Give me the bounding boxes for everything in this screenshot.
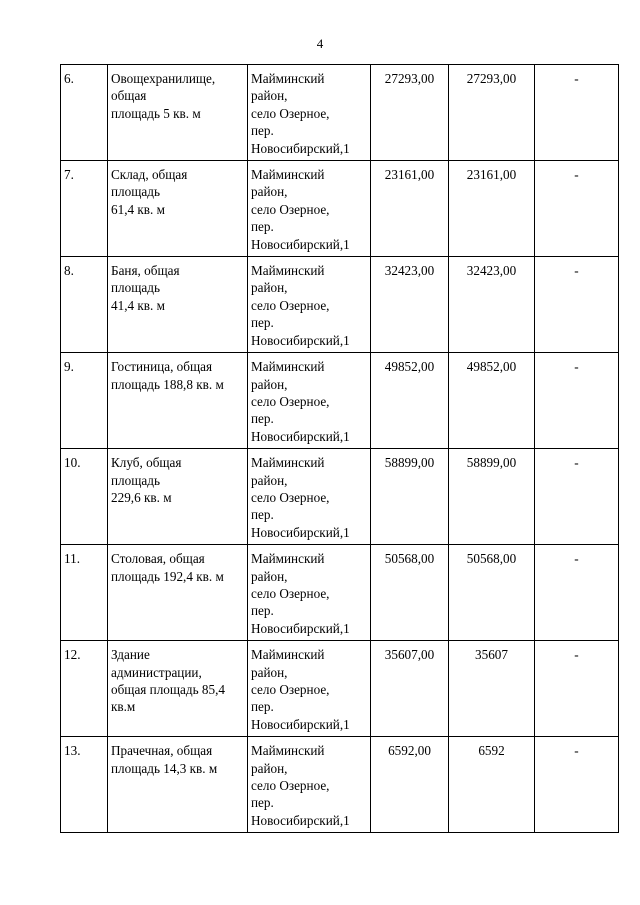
object-name-line: 61,4 кв. м: [111, 201, 165, 217]
object-name-line: общая площадь 85,4: [111, 682, 226, 697]
value3-cell: -: [535, 737, 619, 833]
object-name-line: площадь: [111, 472, 160, 488]
location-line: район,: [251, 472, 288, 488]
location-line: село Озерное,: [251, 778, 330, 794]
object-name-line: общая: [111, 88, 147, 104]
value1-cell: 49852,00: [371, 353, 449, 449]
location-line: Майминский: [251, 647, 325, 663]
location-line: Майминский: [251, 455, 325, 471]
object-name-cell: [108, 353, 248, 449]
value2-cell: 27293,00: [449, 65, 535, 161]
location-line: Новосибирский,1: [251, 524, 350, 540]
value2-cell: 49852,00: [449, 353, 535, 449]
table-row: [61, 257, 619, 353]
property-table-body: [61, 65, 619, 833]
table-row: [61, 545, 619, 641]
location-line: пер.: [251, 795, 274, 811]
location-cell: [248, 65, 371, 161]
location-line: район,: [251, 184, 288, 200]
object-name-cell: [108, 737, 248, 833]
property-table: [60, 64, 619, 833]
object-name-line: 229,6 кв. м: [111, 489, 172, 505]
location-line: село Озерное,: [251, 105, 330, 121]
location-line: пер.: [251, 603, 274, 619]
location-line: село Озерное,: [251, 585, 330, 601]
value2-cell: 6592: [449, 737, 535, 833]
value1-cell: 32423,00: [371, 257, 449, 353]
object-name-line: Овощехранилище,: [111, 71, 216, 86]
location-line: район,: [251, 664, 288, 680]
object-name-line: Прачечная, общая: [111, 743, 213, 759]
object-name-line: кв.м: [111, 699, 136, 715]
location-line: Новосибирский,1: [251, 716, 350, 732]
location-line: Новосибирский,1: [251, 620, 350, 636]
location-line: район,: [251, 376, 288, 392]
location-cell: [248, 449, 371, 545]
value3-cell: -: [535, 641, 619, 737]
location-line: Новосибирский,1: [251, 812, 350, 828]
location-line: район,: [251, 88, 288, 104]
table-row: [61, 65, 619, 161]
location-line: Майминский: [251, 359, 325, 375]
table-row: [61, 641, 619, 737]
table-row: [61, 737, 619, 833]
value3-cell: -: [535, 545, 619, 641]
location-line: Новосибирский,1: [251, 140, 350, 156]
object-name-line: Столовая, общая: [111, 551, 205, 567]
location-line: Майминский: [251, 167, 325, 183]
value2-cell: 50568,00: [449, 545, 535, 641]
value2-cell: 23161,00: [449, 161, 535, 257]
location-line: район,: [251, 760, 288, 776]
object-name-line: площадь 188,8 кв. м: [111, 376, 224, 392]
location-line: пер.: [251, 699, 274, 715]
location-line: Новосибирский,1: [251, 428, 350, 444]
location-cell: [248, 161, 371, 257]
page-number: 4: [316, 36, 324, 51]
location-line: Майминский: [251, 263, 325, 279]
object-name-line: Здание: [111, 647, 150, 663]
object-name-line: Гостиница, общая: [111, 359, 213, 375]
object-name-cell: [108, 449, 248, 545]
location-line: пер.: [251, 411, 274, 427]
value3-cell: -: [535, 353, 619, 449]
object-name-cell: [108, 641, 248, 737]
row-number-cell: 12.: [61, 641, 108, 737]
object-name-line: площадь 14,3 кв. м: [111, 760, 218, 776]
location-cell: [248, 545, 371, 641]
object-name-cell: [108, 161, 248, 257]
location-cell: [248, 353, 371, 449]
value2-cell: 32423,00: [449, 257, 535, 353]
object-name-line: площадь: [111, 280, 160, 296]
value3-cell: -: [535, 257, 619, 353]
location-line: пер.: [251, 123, 274, 139]
object-name-line: Склад, общая: [111, 167, 188, 183]
value3-cell: -: [535, 65, 619, 161]
location-cell: [248, 257, 371, 353]
object-name-cell: [108, 65, 248, 161]
location-line: район,: [251, 568, 288, 584]
value1-cell: 35607,00: [371, 641, 449, 737]
location-line: Майминский: [251, 71, 325, 86]
row-number-cell: 9.: [61, 353, 108, 449]
location-line: село Озерное,: [251, 489, 330, 505]
row-number-cell: 10.: [61, 449, 108, 545]
object-name-line: площадь 192,4 кв. м: [111, 568, 224, 584]
object-name-line: Баня, общая: [111, 263, 180, 279]
location-line: район,: [251, 280, 288, 296]
row-number-cell: 6.: [61, 65, 108, 161]
value2-cell: 35607: [449, 641, 535, 737]
location-line: пер.: [251, 315, 274, 331]
object-name-cell: [108, 545, 248, 641]
location-line: село Озерное,: [251, 201, 330, 217]
object-name-line: Клуб, общая: [111, 455, 182, 471]
object-name-line: площадь 5 кв. м: [111, 105, 201, 121]
table-row: [61, 161, 619, 257]
location-line: Новосибирский,1: [251, 332, 350, 348]
value1-cell: 6592,00: [371, 737, 449, 833]
row-number-cell: 7.: [61, 161, 108, 257]
value2-cell: 58899,00: [449, 449, 535, 545]
location-cell: [248, 737, 371, 833]
value3-cell: -: [535, 449, 619, 545]
location-line: пер.: [251, 219, 274, 235]
location-line: село Озерное,: [251, 682, 330, 697]
value1-cell: 50568,00: [371, 545, 449, 641]
table-row: [61, 353, 619, 449]
object-name-line: 41,4 кв. м: [111, 297, 165, 313]
location-line: Майминский: [251, 743, 325, 759]
value3-cell: -: [535, 161, 619, 257]
location-line: село Озерное,: [251, 297, 330, 313]
row-number-cell: 8.: [61, 257, 108, 353]
value1-cell: 58899,00: [371, 449, 449, 545]
location-line: Майминский: [251, 551, 325, 567]
location-line: Новосибирский,1: [251, 236, 350, 252]
value1-cell: 23161,00: [371, 161, 449, 257]
value1-cell: 27293,00: [371, 65, 449, 161]
table-row: [61, 449, 619, 545]
row-number-cell: 13.: [61, 737, 108, 833]
object-name-line: администрации,: [111, 664, 202, 680]
row-number-cell: 11.: [61, 545, 108, 641]
object-name-cell: [108, 257, 248, 353]
location-cell: [248, 641, 371, 737]
location-line: пер.: [251, 507, 274, 523]
object-name-line: площадь: [111, 184, 160, 200]
location-line: село Озерное,: [251, 393, 330, 409]
